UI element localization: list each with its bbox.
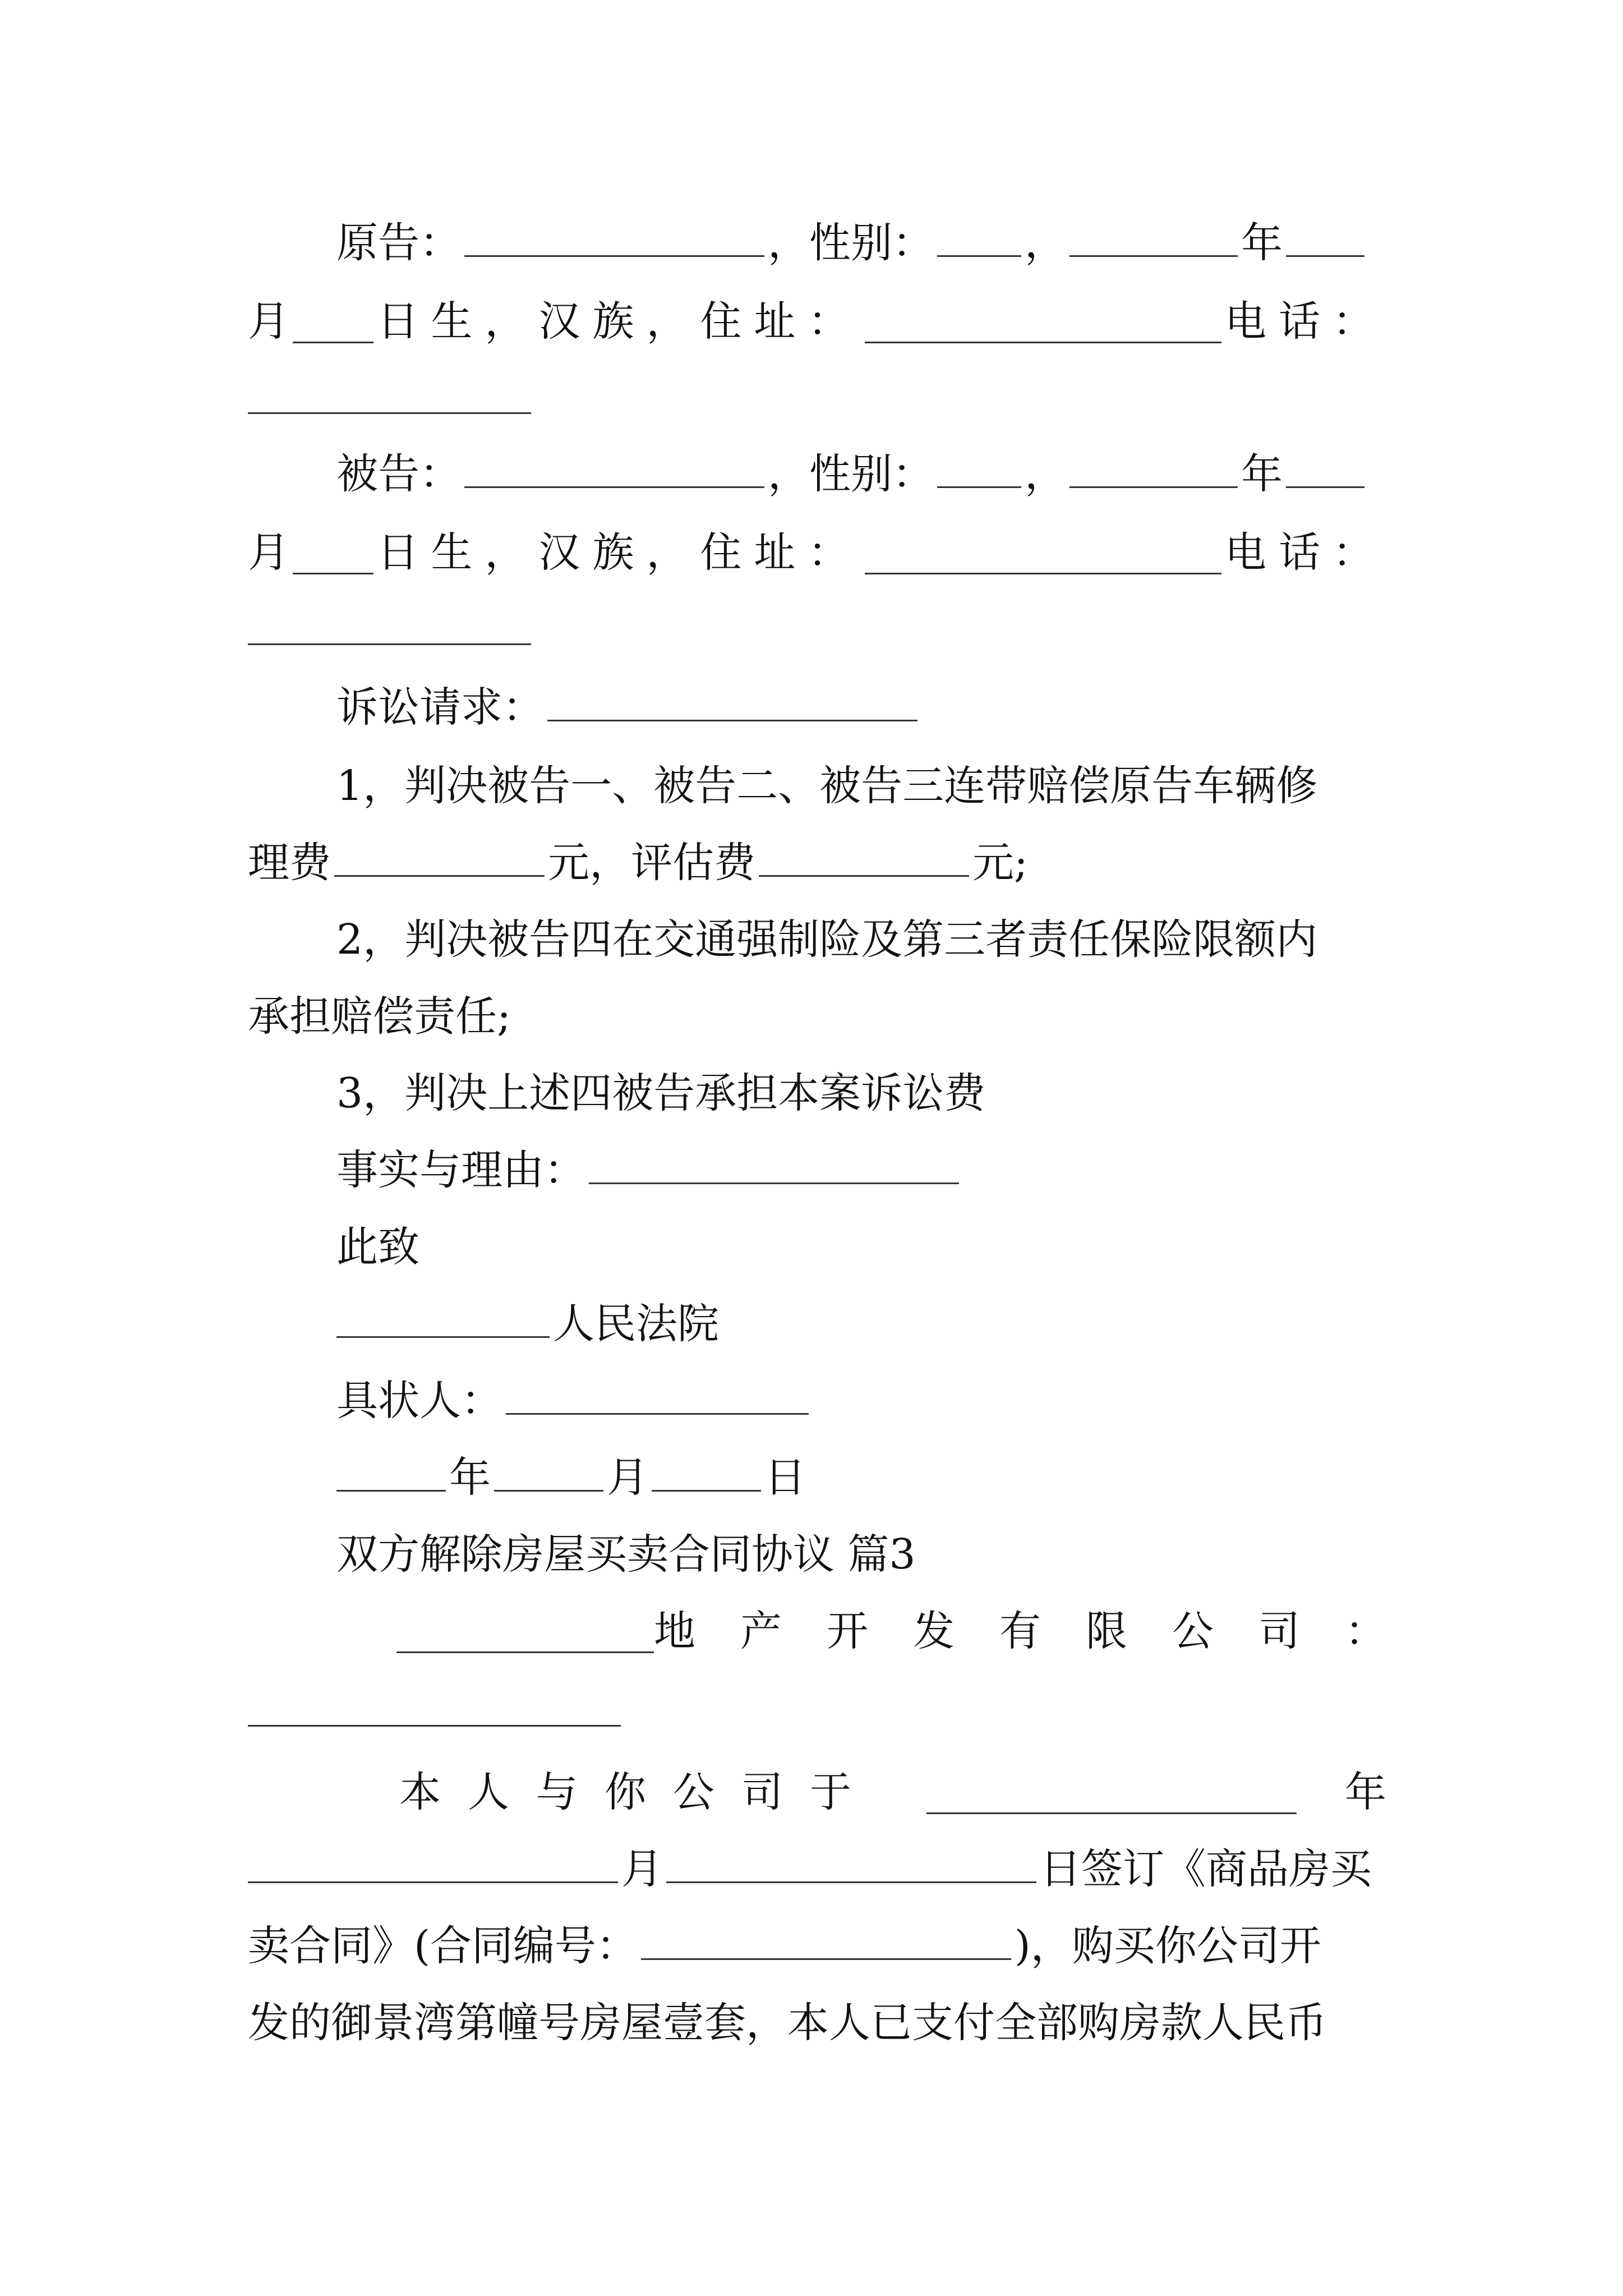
facts-blank	[589, 1141, 959, 1184]
defendant-label: 被告：	[336, 450, 461, 498]
court-line	[248, 1293, 1386, 1355]
repair-fee-label: 理费	[248, 839, 331, 887]
comma: ，	[1025, 450, 1066, 498]
body-line-3	[248, 1915, 1386, 1977]
sex-label: ，性别：	[768, 450, 934, 498]
birth-day-blank	[293, 300, 374, 343]
claim-2-line-1	[248, 909, 1386, 970]
body-line-4	[248, 1992, 1386, 2054]
defendant-phone-blank	[248, 643, 531, 645]
birth-year-blank	[1069, 445, 1238, 488]
birth-month-blank	[1286, 445, 1364, 488]
claim-1-text: 1，判决被告一、被告二、被告三连带赔偿原告车辆修	[336, 762, 1318, 810]
company-colon: ：	[1345, 1607, 1386, 1655]
assessment-fee-blank	[759, 834, 969, 877]
repair-fee-blank	[334, 834, 545, 877]
contract-no-blank	[641, 1917, 1011, 1960]
defendant-name-blank	[464, 445, 764, 488]
sex-blank	[937, 214, 1021, 257]
company-line	[248, 1600, 1386, 1662]
year-label: 年	[1241, 450, 1283, 498]
assessment-fee-label: 元，评估费	[548, 839, 755, 887]
body-line-2	[248, 1838, 1386, 1900]
claims-blank	[547, 678, 917, 721]
claim-2-line-2	[248, 986, 1386, 1047]
company-name: 地产开发有限公司	[654, 1607, 1345, 1655]
body-last-text: 发的御景湾第幢号房屋壹套，本人已支付全部购房款人民币	[248, 1999, 1327, 2047]
defendant-line-1	[248, 443, 1386, 505]
birth-year-blank	[1069, 214, 1238, 257]
born-label: 日生，汉族，住址：	[377, 297, 862, 346]
section-title-text: 双方解除房屋买卖合同协议 篇3	[336, 1530, 916, 1579]
comma: ，	[1025, 219, 1066, 267]
phone-label: 电话：	[1225, 528, 1386, 577]
signer-blank	[506, 1372, 809, 1415]
sign-day-blank	[666, 1840, 1036, 1883]
facts-line	[248, 1139, 1386, 1201]
claim-1-line-1	[248, 755, 1386, 817]
claim-2-text-cont: 承担赔偿责任;	[248, 992, 511, 1041]
salutation	[248, 1216, 1386, 1278]
sex-label: ，性别：	[768, 219, 934, 267]
plaintiff-label: 原告：	[336, 219, 461, 267]
recipient-blank	[248, 1725, 621, 1727]
date-line	[248, 1447, 1386, 1508]
date-year-blank	[336, 1448, 446, 1492]
plaintiff-line-1	[248, 212, 1386, 274]
month-label: 月	[248, 528, 289, 577]
claims-heading	[248, 677, 1386, 738]
court-label: 人民法院	[553, 1300, 719, 1348]
phone-label: 电话：	[1225, 297, 1386, 346]
date-day-label: 日	[764, 1453, 806, 1502]
date-year-label: 年	[449, 1453, 491, 1502]
facts-label: 事实与理由：	[336, 1146, 585, 1194]
claim-3	[248, 1062, 1386, 1124]
signer-line	[248, 1370, 1386, 1432]
plaintiff-phone-blank	[248, 412, 531, 414]
salutation-text: 此致	[336, 1223, 419, 1271]
court-blank	[336, 1295, 550, 1338]
contract-no-label: 卖合同》(合同编号：	[248, 1922, 638, 1970]
sign-month-pre-blank	[248, 1840, 618, 1883]
sign-text: 日签订《商品房买	[1040, 1845, 1372, 1893]
contract-text-cont: )，购买你公司开	[1014, 1922, 1321, 1970]
address-blank	[865, 300, 1221, 343]
signer-label: 具状人：	[336, 1377, 502, 1425]
date-month-label: 月	[607, 1453, 648, 1502]
claim-3-text: 3，判决上述四被告承担本案诉讼费	[336, 1069, 986, 1117]
birth-day-blank	[293, 531, 374, 574]
sign-year-blank	[926, 1771, 1297, 1814]
year-label: 年	[1241, 219, 1283, 267]
claims-label: 诉讼请求：	[336, 683, 544, 731]
sign-month-label: 月	[621, 1845, 663, 1893]
claim-2-text: 2，判决被告四在交通强制险及第三者责任保险限额内	[336, 915, 1318, 964]
body-line-1	[248, 1761, 1386, 1823]
defendant-line-2	[248, 522, 1386, 583]
body-start: 本人与你公司于	[399, 1768, 878, 1816]
date-month-blank	[494, 1448, 603, 1492]
plaintiff-line-2	[248, 291, 1386, 352]
sex-blank	[937, 445, 1021, 488]
sign-year-label: 年	[1345, 1768, 1386, 1816]
plaintiff-name-blank	[464, 214, 764, 257]
date-day-blank	[652, 1448, 761, 1492]
claim-1-line-2	[248, 832, 1386, 894]
yuan-label: 元;	[972, 839, 1028, 887]
address-blank	[865, 531, 1221, 574]
month-label: 月	[248, 297, 289, 346]
birth-month-blank	[1286, 214, 1364, 257]
company-blank	[396, 1610, 654, 1653]
born-label: 日生，汉族，住址：	[377, 528, 862, 577]
section-title	[248, 1524, 1386, 1585]
